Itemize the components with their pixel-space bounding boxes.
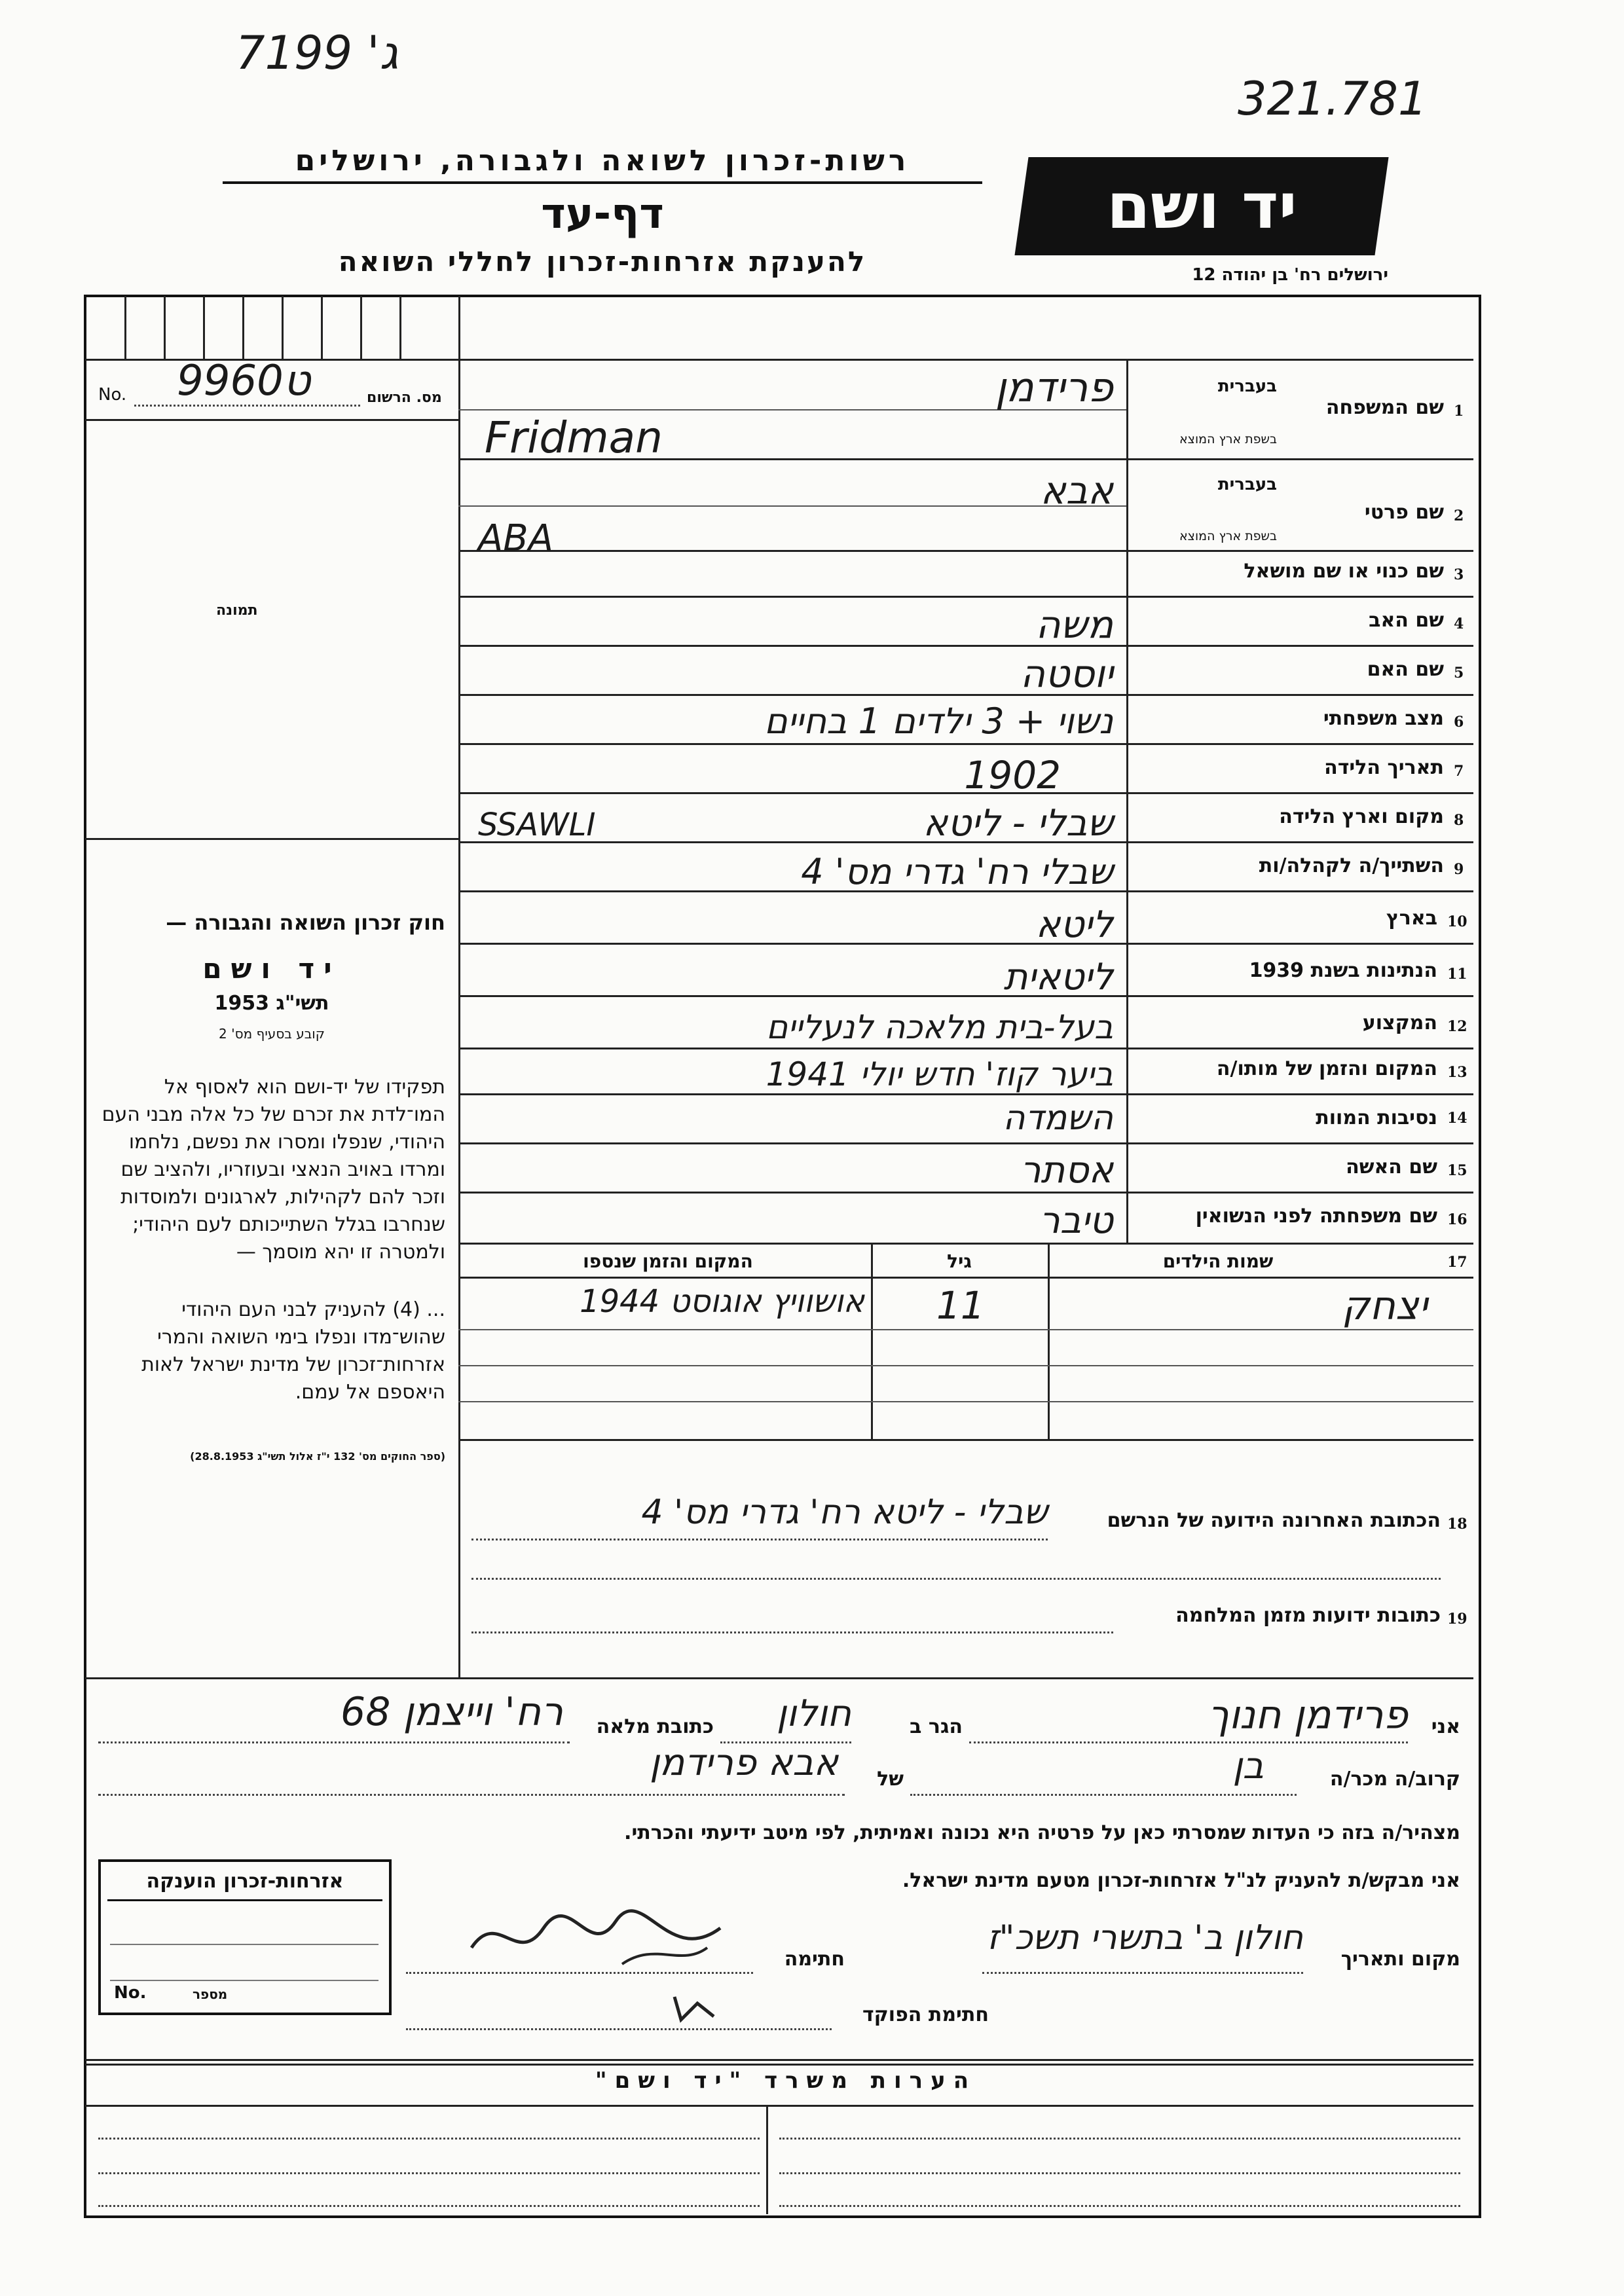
field-12-label: המקצוע [1362,1011,1437,1034]
children-col-names: שמות הילדים [1162,1250,1274,1272]
children-col-place: המקום והזמן שנספו [583,1250,753,1272]
field-5-label: שם האם [1367,658,1444,681]
field-4-label: שם האב [1369,609,1444,632]
form-title: דף-עד [541,190,664,238]
field-1-sub-origin: בשפת ארץ המוצא [1179,432,1277,446]
field-6-label: מצב משפחתי [1323,707,1444,730]
field-19-label: כתובות ידועות מזמן המלחמה [1175,1604,1441,1627]
field-11-value: ליטאית [1003,956,1113,998]
child-name: יצחק [1342,1283,1428,1329]
field-11-number: 11 [1447,966,1467,983]
field-16-label: שם משפחתה לפני הנשואין [1195,1205,1437,1228]
field-16-number: 16 [1447,1211,1467,1228]
field-13-label: המקום והזמן של מותו/ה [1216,1057,1437,1080]
field-10-label: בארץ [1386,907,1437,930]
field-10-number: 10 [1447,913,1467,930]
decl-relation-value: בן [1232,1745,1264,1787]
field-9-value: שבלי רח' גדרי מס' 4 [801,851,1113,892]
field-12-value: בעל-בית מלאכה לנעליים [766,1008,1113,1046]
field-3-number: 3 [1454,566,1464,583]
field-18-value: שבלי - ליטא רח' גדרי מס' 4 [641,1493,1048,1532]
law-title: חוק זכרון השואה והגבורה — [166,910,445,935]
field-7-value: 1902 [964,753,1061,797]
stamp-title: אזרחות-זכרון הוענקה [107,1870,382,1901]
field-8-label: מקום וארץ הלידה [1279,805,1444,828]
field-5-value: יוסטה [1020,651,1113,696]
field-13-value: ביער קוז' חדש יולי 1941 [766,1055,1113,1093]
decl-resident-value: חולון [776,1692,851,1735]
field-16-value: טיבר [1039,1199,1113,1242]
law-reference: (ספר החוקים מס' 132 י"ז אלול תשי"ג 28.8.1953) [190,1450,445,1463]
form-subtitle: להענקת אזרחות-זכרון לחללי השואה [338,246,867,278]
field-19-number: 19 [1447,1611,1467,1628]
registration-number: ט9960 [177,357,311,405]
law-year: תשי"ג 1953 [214,992,329,1015]
footer-title: הערות משרד "יד ושם" [595,2068,977,2094]
memorial-citizenship-stamp [98,1859,392,2015]
field-15-number: 15 [1447,1162,1467,1179]
field-18-number: 18 [1447,1516,1467,1533]
field-3-label: שם כנוי או שם מושאל [1244,560,1444,583]
photo-label: תמונה [216,602,258,619]
child-age: 11 [936,1283,985,1328]
field-2-value: אבא [1040,468,1113,513]
field-14-value: השמדה [1003,1099,1113,1138]
law-clause: קובע בסעיף מס' 2 [219,1026,325,1042]
decl-ani: אני [1431,1715,1460,1738]
stamp-number-label: מספר [193,1986,228,2002]
field-9-label: השתייך/ה לקהלה/ות [1259,854,1444,877]
field-8-number: 8 [1454,812,1464,829]
decl-statement-1: מצהיר/ה בזה כי העדות שמסרתי כאן על פרטיה היא נכונה ואמיתית, לפי מיטב ידיעתי והכרתי. [624,1821,1460,1844]
law-text: תפקידו של יד-ושם הוא לאסוף אל המו־לדת את זכרם של כל אלה מבני העם היהודי, שנפלו ומסרו את נפשם, נלחמו ומרדו באויב הנאצי ובעוזריו, ולהציב שם וזכר להם לקהילות, לארגונים ולמוסדות שנחרבו בגלל השתייכותם לעם היהודי; ולמטרה זו יהא מוסמך — [101,1076,445,1264]
field-4-number: 4 [1454,615,1464,632]
field-8-value: שבלי - ליטא [923,802,1113,845]
decl-address-label: כתובת מלאה [596,1715,714,1738]
field-12-number: 12 [1447,1018,1467,1035]
field-2-number: 2 [1454,507,1464,524]
registration-label: מס. הרשום [367,390,442,406]
field-8-value-origin: SSAWLI [478,807,596,843]
field-1-label: שם המשפחה [1325,396,1444,419]
field-2-label: שם פרטי [1364,501,1444,524]
decl-statement-2: אני מבקש/ת להעניק לנ"ל אזרחות-זכרון מטעם מדינת ישראל. [902,1869,1460,1892]
field-17-number: 17 [1447,1254,1467,1271]
official-initials [668,1984,727,2030]
decl-name-value: פרידמן חנוך [1208,1692,1408,1738]
decl-resident-label: הגר ב [910,1715,963,1738]
address-line: ירושלים רח' בן יהודה 12 [1192,265,1388,285]
decl-signature-label: חתימה [784,1948,845,1971]
field-5-number: 5 [1454,665,1464,682]
law-text-2: ... (4) להעניק לבני העם היהודי שהוש־מדו ונפלו בימי השואה והמרי אזרחות־זכרון של מדינת ישראל לאות היאספם אל עמם. [141,1298,445,1404]
field-1-number: 1 [1454,403,1464,420]
field-13-number: 13 [1447,1064,1467,1081]
field-1-sub-hebrew: בעברית [1217,376,1277,396]
field-14-number: 14 [1447,1110,1467,1127]
yad-vashem-logo: יד ושם [1014,157,1388,255]
field-6-number: 6 [1454,714,1464,731]
field-15-value: אסתר [1020,1149,1113,1192]
field-15-label: שם האשה [1346,1156,1437,1178]
stamp-no-label: No. [114,1983,147,2003]
decl-official-label: חתימת הפוקד [862,2003,989,2026]
decl-of-label: של [877,1768,904,1791]
field-7-label: תאריך הלידה [1324,756,1444,779]
field-7-number: 7 [1454,763,1464,780]
field-6-value: נשוי + 3 ילדים 1 בחיים [764,701,1113,742]
handwritten-ref-right: 321.781 [1238,72,1428,126]
no-label: No. [98,385,127,405]
decl-address-value: רח' וייצמן 68 [341,1689,563,1735]
field-14-label: נסיבות המוות [1316,1106,1437,1129]
decl-place-date-value: חולון ב' בתשרי תשכ"ז [987,1918,1303,1958]
field-4-value: משה [1035,602,1113,647]
handwritten-ref-left: ג' 7199 [236,26,399,80]
field-2-sub-origin: בשפת ארץ המוצא [1179,529,1277,543]
child-place: אושוויץ אוגוסט 1944 [580,1283,864,1320]
law-name: יד ושם [202,953,341,985]
field-2-sub-hebrew: בעברית [1217,475,1277,494]
decl-relative-label: קרוב/ה מכר/ה [1329,1768,1460,1791]
field-1-value: פרידמן [995,363,1113,411]
field-9-number: 9 [1454,861,1464,878]
decl-place-date-label: מקום ותאריך [1340,1948,1460,1971]
authority-title: רשות-זכרון לשואה ולגבורה, ירושלים [223,144,982,184]
field-1-value-origin: Fridman [485,412,663,463]
field-18-label: הכתובת האחרונה הידועה של הנרשם [1107,1509,1441,1532]
signature-scribble [458,1902,733,1974]
children-col-age: גיל [947,1250,972,1272]
field-11-label: הנתינות בשנת 1939 [1249,959,1437,982]
decl-of-value: אבא פרידמן [649,1741,838,1784]
field-2-value-origin: ABA [478,517,554,560]
decl-signature [458,1902,733,1974]
field-10-value: ליטא [1035,903,1113,946]
initials-scribble [668,1984,727,2030]
